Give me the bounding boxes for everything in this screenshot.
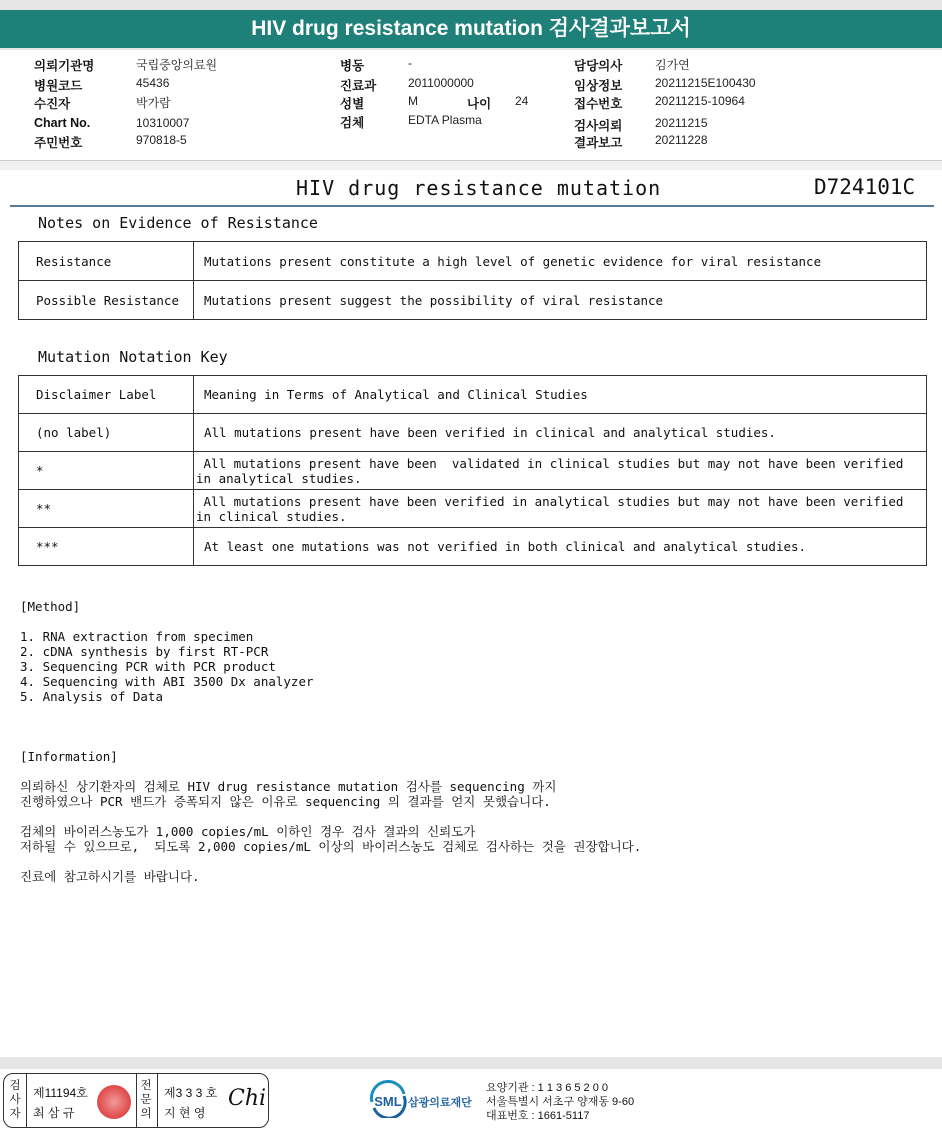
info-label: 담당의사	[574, 59, 623, 73]
information-paragraph: 진료에 참고하시기를 바랍니다.	[20, 869, 200, 884]
method-step: 1. RNA extraction from specimen	[20, 629, 254, 644]
info-label: 병동	[340, 59, 365, 73]
age-value: 24	[515, 94, 529, 108]
specialist-name: 지 현 영	[164, 1106, 206, 1120]
tester-name: 최 삼 규	[33, 1106, 75, 1120]
info-label: 검체	[340, 116, 365, 130]
info-value: 김가연	[655, 58, 690, 72]
notation-text: All mutations present have been validated in clinical studies but may not have been verified in analytical studies.	[194, 452, 927, 490]
info-label: 임상정보	[574, 79, 623, 93]
title-divider	[10, 205, 934, 207]
info-value: -	[408, 56, 412, 70]
info-label: 의뢰기관명	[34, 59, 95, 73]
address: 서울특별시 서초구 양재동 9-60	[486, 1096, 635, 1108]
notation-label: **	[19, 490, 194, 528]
notation-label: (no label)	[19, 414, 194, 452]
test-code: D724101C	[814, 175, 916, 199]
method-step: 2. cDNA synthesis by first RT-PCR	[20, 644, 269, 659]
tester-label: 검사자	[9, 1080, 21, 1120]
info-value: 2011000000	[408, 76, 474, 90]
report-title: HIV drug resistance mutation 검사결과보고서	[0, 10, 942, 48]
info-value: 45436	[136, 76, 170, 90]
evidence-table	[18, 241, 927, 320]
method-step: 4. Sequencing with ABI 3500 Dx analyzer	[20, 674, 314, 689]
notation-table	[18, 375, 927, 566]
info-label: 검사의뢰	[574, 119, 623, 133]
info-value: 20211215	[655, 116, 708, 130]
notation-label: Disclaimer Label	[19, 376, 194, 414]
table-row	[19, 281, 927, 320]
tester-license: 제11194호	[33, 1086, 88, 1100]
info-label: 접수번호	[574, 97, 623, 111]
divider	[136, 1074, 137, 1127]
phone: 대표번호 : 1661-5117	[486, 1110, 590, 1122]
info-value: 20211215E100430	[655, 76, 756, 90]
info-value: 20211215-10964	[655, 94, 745, 108]
title-bar	[0, 0, 942, 50]
notation-heading: Mutation Notation Key	[38, 348, 228, 366]
table-row	[19, 242, 927, 281]
sml-logo-icon	[366, 1080, 410, 1118]
table-row	[19, 414, 927, 452]
notation-label: *	[19, 452, 194, 490]
table-row	[19, 452, 927, 490]
org-address-block	[486, 1081, 634, 1123]
method-heading: [Method]	[20, 599, 81, 614]
info-value: 박가람	[136, 96, 171, 110]
notation-text: Meaning in Terms of Analytical and Clinical Studies	[194, 376, 927, 414]
method-step: 5. Analysis of Data	[20, 689, 163, 704]
info-value: 970818-5	[136, 133, 187, 147]
information-paragraph: 의뢰하신 상기환자의 검체로 HIV drug resistance mutation 검사를 sequencing 까지 진행하였으나 PCR 밴드가 증폭되지 않은 이유로 sequencing 의 결과를 얻지 못했습니다.	[20, 779, 557, 809]
info-label: Chart No.	[34, 116, 91, 130]
divider	[26, 1074, 27, 1127]
information-paragraph: 검체의 바이러스농도가 1,000 copies/mL 이하인 경우 검사 결과의 신뢰도가 저하될 수 있으므로, 되도록 2,000 copies/mL 이상의 바이러스농도 검체로 검사하는 것을 권장합니다.	[20, 824, 642, 854]
information-heading: [Information]	[20, 749, 118, 764]
info-label: 진료과	[340, 79, 377, 93]
notation-text: All mutations present have been verified in analytical studies but may not have been verified in clinical studies.	[194, 490, 927, 528]
info-value: EDTA Plasma	[408, 113, 482, 127]
logo-text: SML	[374, 1094, 402, 1109]
table-row	[19, 376, 927, 414]
institution-number: 요양기관 : 1 1 3 6 5 2 0 0	[486, 1082, 609, 1094]
signature-box	[3, 1073, 269, 1128]
org-name: 삼광의료재단	[408, 1097, 472, 1109]
info-label: 병원코드	[34, 79, 83, 93]
notation-text: At least one mutations was not verified in both clinical and analytical studies.	[194, 528, 927, 566]
table-row	[19, 490, 927, 528]
test-title: HIV drug resistance mutation	[296, 176, 662, 200]
info-label: 주민번호	[34, 136, 83, 150]
notation-text: All mutations present have been verified in clinical and analytical studies.	[194, 414, 927, 452]
info-label: 결과보고	[574, 136, 623, 150]
divider	[157, 1074, 158, 1127]
info-value: M	[408, 94, 418, 108]
footer-band	[0, 1057, 942, 1069]
evidence-label: Possible Resistance	[19, 281, 194, 320]
specialist-label: 전문의	[140, 1080, 152, 1120]
evidence-text: Mutations present suggest the possibility of viral resistance	[194, 281, 927, 320]
age-label: 나이	[467, 97, 492, 111]
evidence-text: Mutations present constitute a high level of genetic evidence for viral resistance	[194, 242, 927, 281]
info-value: 10310007	[136, 116, 190, 130]
specialist-license: 제3 3 3 호	[164, 1086, 218, 1100]
evidence-heading: Notes on Evidence of Resistance	[38, 214, 318, 232]
method-step: 3. Sequencing PCR with PCR product	[20, 659, 276, 674]
info-label: 수진자	[34, 97, 71, 111]
seal-stamp	[97, 1085, 131, 1119]
info-value: 국립중앙의료원	[136, 58, 218, 72]
notation-label: ***	[19, 528, 194, 566]
signature: Chi	[228, 1086, 267, 1111]
info-value: 20211228	[655, 133, 708, 147]
evidence-label: Resistance	[19, 242, 194, 281]
header-separator	[0, 160, 942, 170]
table-row	[19, 528, 927, 566]
info-label: 성별	[340, 97, 365, 111]
